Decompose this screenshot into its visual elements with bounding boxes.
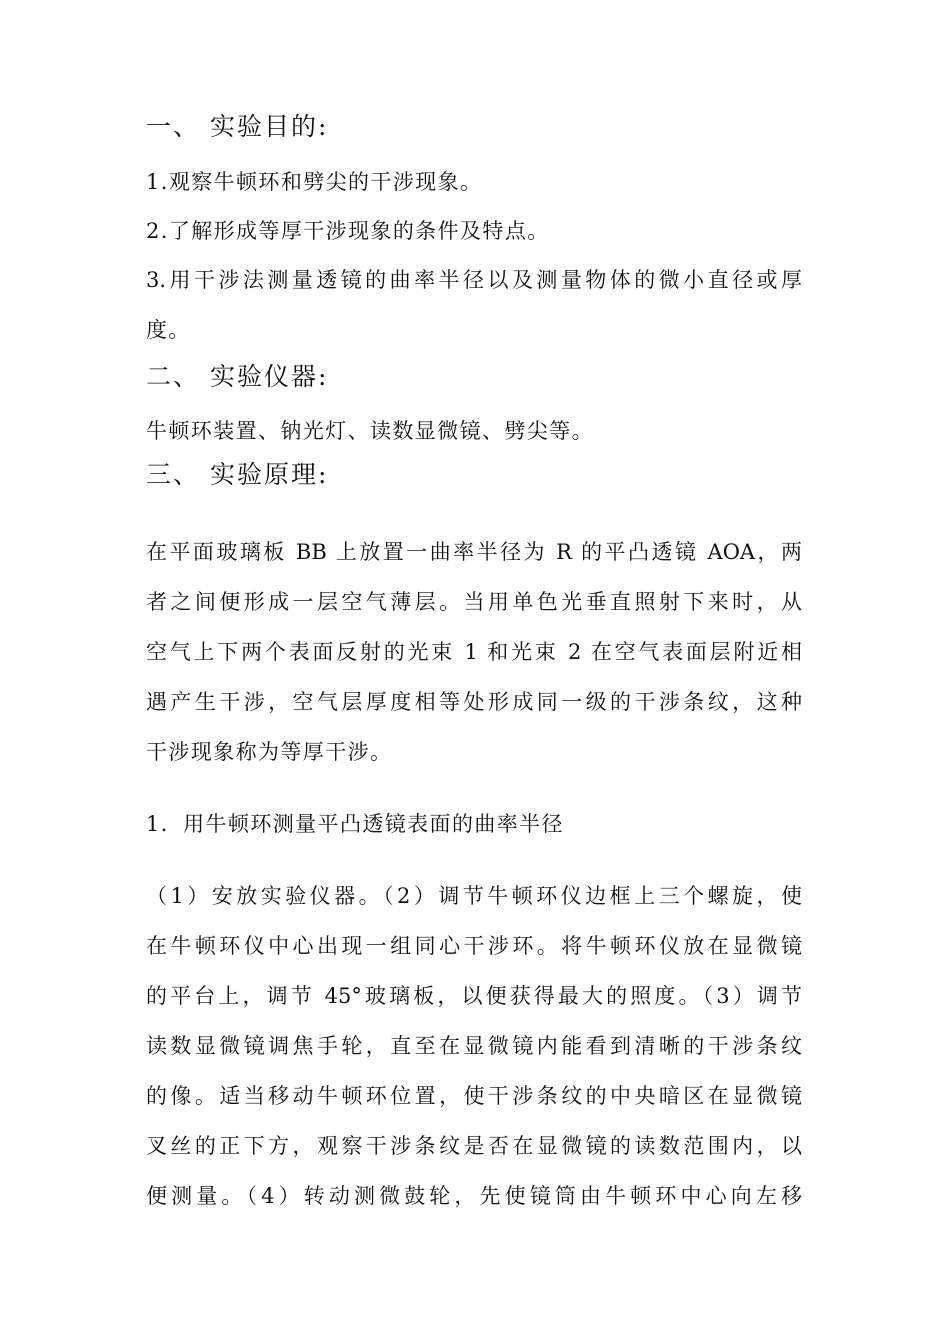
procedure-line: 的平台上，调节 45°玻璃板，以便获得最大的照度。（3）调节 [146,984,802,1008]
principle-paragraph-line: 在平面玻璃板 BB 上放置一曲率半径为 R 的平凸透镜 AOA，两 [146,540,802,564]
principle-paragraph-line: 者之间便形成一层空气薄层。当用单色光垂直照射下来时，从 [146,590,802,614]
purpose-item-2: 2.了解形成等厚干涉现象的条件及特点。 [146,219,550,243]
principle-paragraph-line: 遇产生干涉，空气层厚度相等处形成同一级的干涉条纹，这种 [146,690,802,714]
purpose-item-3: 3.用干涉法测量透镜的曲率半径以及测量物体的微小直径或厚 [146,268,802,292]
procedure-line: 在牛顿环仪中心出现一组同心干涉环。将牛顿环仪放在显微镜 [146,934,802,958]
principle-subheading: 1．用牛顿环测量平凸透镜表面的曲率半径 [146,812,564,836]
procedure-line: 读数显微镜调焦手轮，直至在显微镜内能看到清晰的干涉条纹 [146,1034,802,1058]
principle-paragraph-line: 干涉现象称为等厚干涉。 [146,740,393,764]
principle-paragraph-line: 空气上下两个表面反射的光束 1 和光束 2 在空气表面层附近相 [146,640,802,664]
purpose-item-3-continued: 度。 [146,318,191,342]
procedure-line: 便测量。（4）转动测微鼓轮，先使镜筒由牛顿环中心向左移 [146,1184,802,1208]
procedure-line: 的像。适当移动牛顿环位置，使干涉条纹的中央暗区在显微镜 [146,1084,802,1108]
section-heading-purpose: 一、 实验目的: [146,112,329,141]
procedure-line: 叉丝的正下方，观察干涉条纹是否在显微镜的读数范围内，以 [146,1134,802,1158]
purpose-item-1: 1.观察牛顿环和劈尖的干涉现象。 [146,170,483,194]
procedure-line: （1）安放实验仪器。（2）调节牛顿环仪边框上三个螺旋，使 [146,884,802,908]
instruments-list: 牛顿环装置、钠光灯、读数显微镜、劈尖等。 [146,419,594,443]
section-heading-principle: 三、 实验原理: [146,460,329,489]
section-heading-instruments: 二、 实验仪器: [146,362,329,391]
